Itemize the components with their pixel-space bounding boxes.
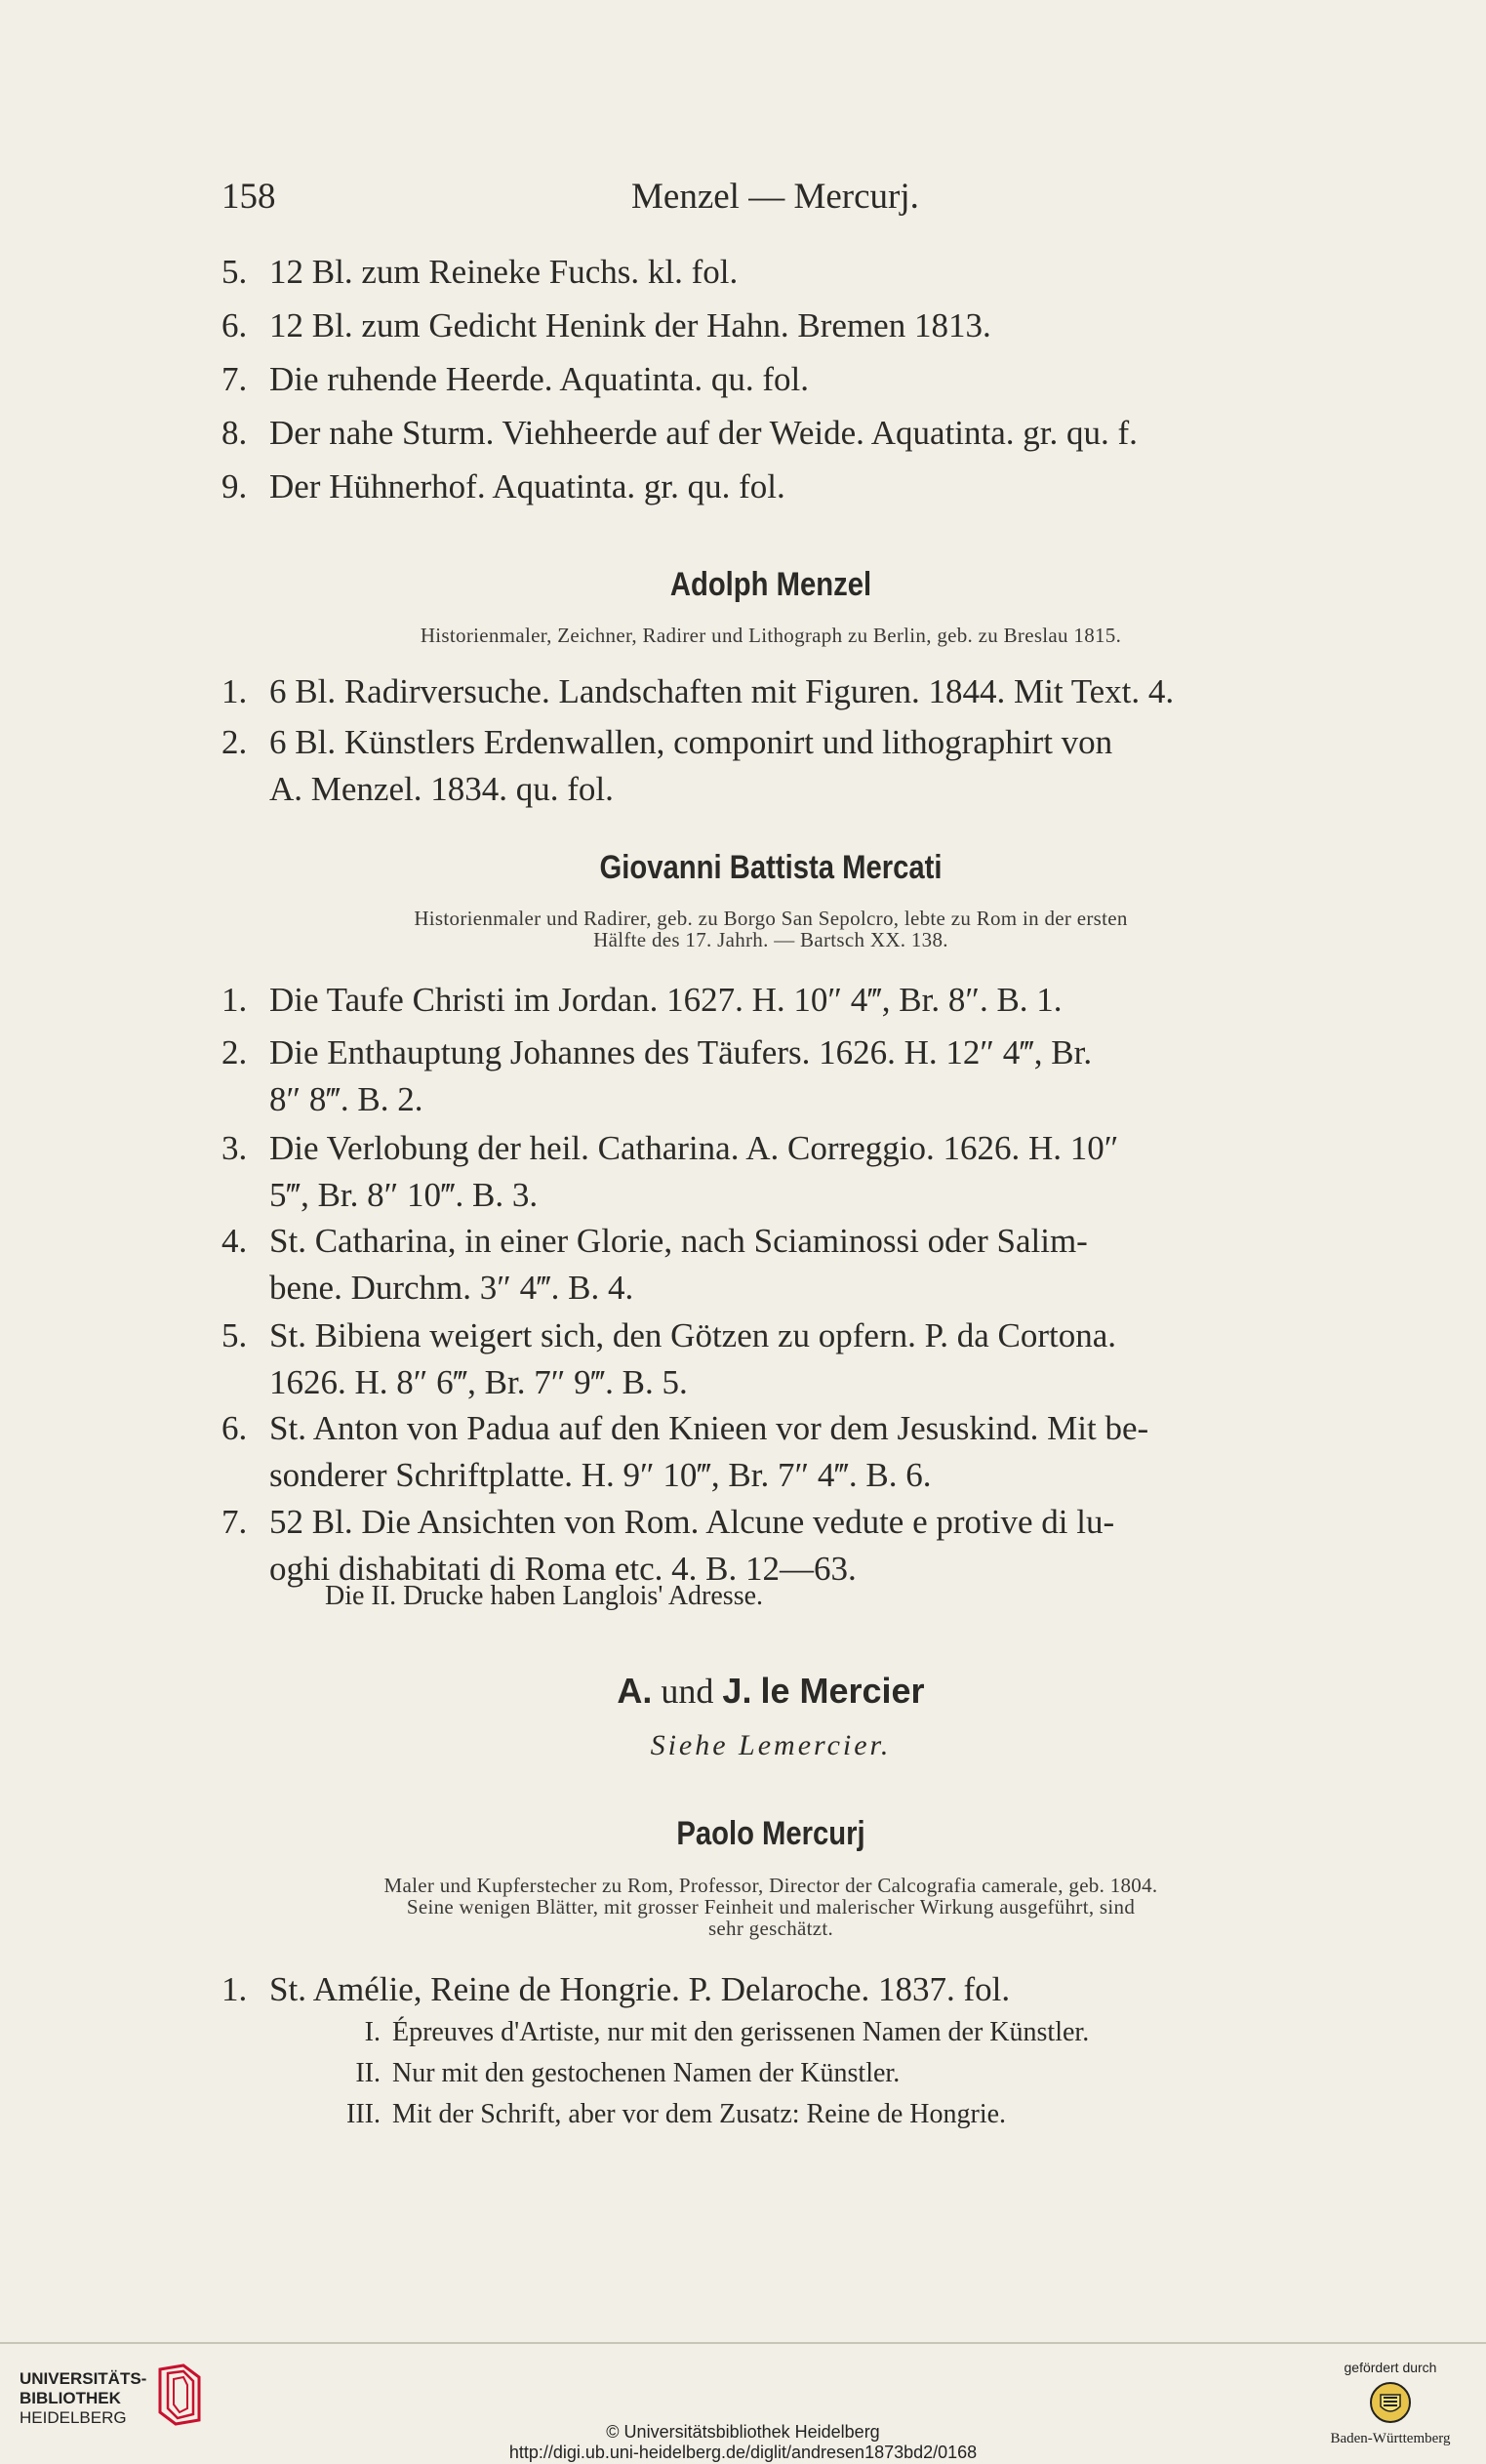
permalink-url[interactable]: http://digi.ub.uni-heidelberg.de/diglit/andresen1873bd2/0168	[508, 2443, 978, 2462]
artist-bio: Historienmaler, Zeichner, Radirer und Lithograph zu Berlin, geb. zu Breslau 1815.	[420, 624, 1122, 647]
coat-of-arms-icon	[1369, 2381, 1412, 2424]
library-logo: UNIVERSITÄTS- BIBLIOTHEK HEIDELBERG	[20, 2369, 147, 2427]
print-state: I. Épreuves d'Artiste, nur mit den gerissenen Namen der Künstler.	[364, 2017, 1090, 2047]
artist-heading-mercurj: Paolo Mercurj	[676, 1815, 865, 1852]
print-state: III. Mit der Schrift, aber vor dem Zusatz: Reine de Hongrie.	[346, 2099, 1007, 2129]
print-state: II. Nur mit den gestochenen Namen der Künstler.	[355, 2058, 901, 2088]
page-number: 158	[221, 177, 276, 217]
print-state-note: Die II. Drucke haben Langlois' Adresse.	[325, 1581, 764, 1611]
copyright-notice: © Universitätsbibliothek Heidelberg	[606, 2422, 880, 2442]
footer-divider	[0, 2342, 1486, 2344]
artist-heading-adolph-menzel: Adolph Menzel	[669, 566, 872, 603]
funder-block	[1298, 2360, 1483, 2447]
artist-bio: Historienmaler und Radirer, geb. zu Borgo San Sepolcro, lebte zu Rom in der ersten Hälfte des 17. Jahrh. — Bartsch XX. 138.	[414, 907, 1128, 951]
artist-heading-le-mercier: A. und J. le Mercier	[617, 1671, 925, 1711]
artist-heading-mercati: Giovanni Battista Mercati	[599, 849, 943, 886]
funded-by-label: gefördert durch	[1344, 2360, 1437, 2375]
funder-name: Baden-Württemberg	[1330, 2431, 1451, 2446]
running-title: Menzel — Mercurj.	[631, 177, 919, 217]
cross-reference: Siehe Lemercier.	[650, 1729, 892, 1761]
artist-bio: Maler und Kupferstecher zu Rom, Professor, Director der Calcografia camerale, geb. 1804. Seine wenigen Blätter, mit grosser Feinheit und malerischer Wirkung ausgeführt, sind sehr geschätzt.	[383, 1874, 1158, 1940]
